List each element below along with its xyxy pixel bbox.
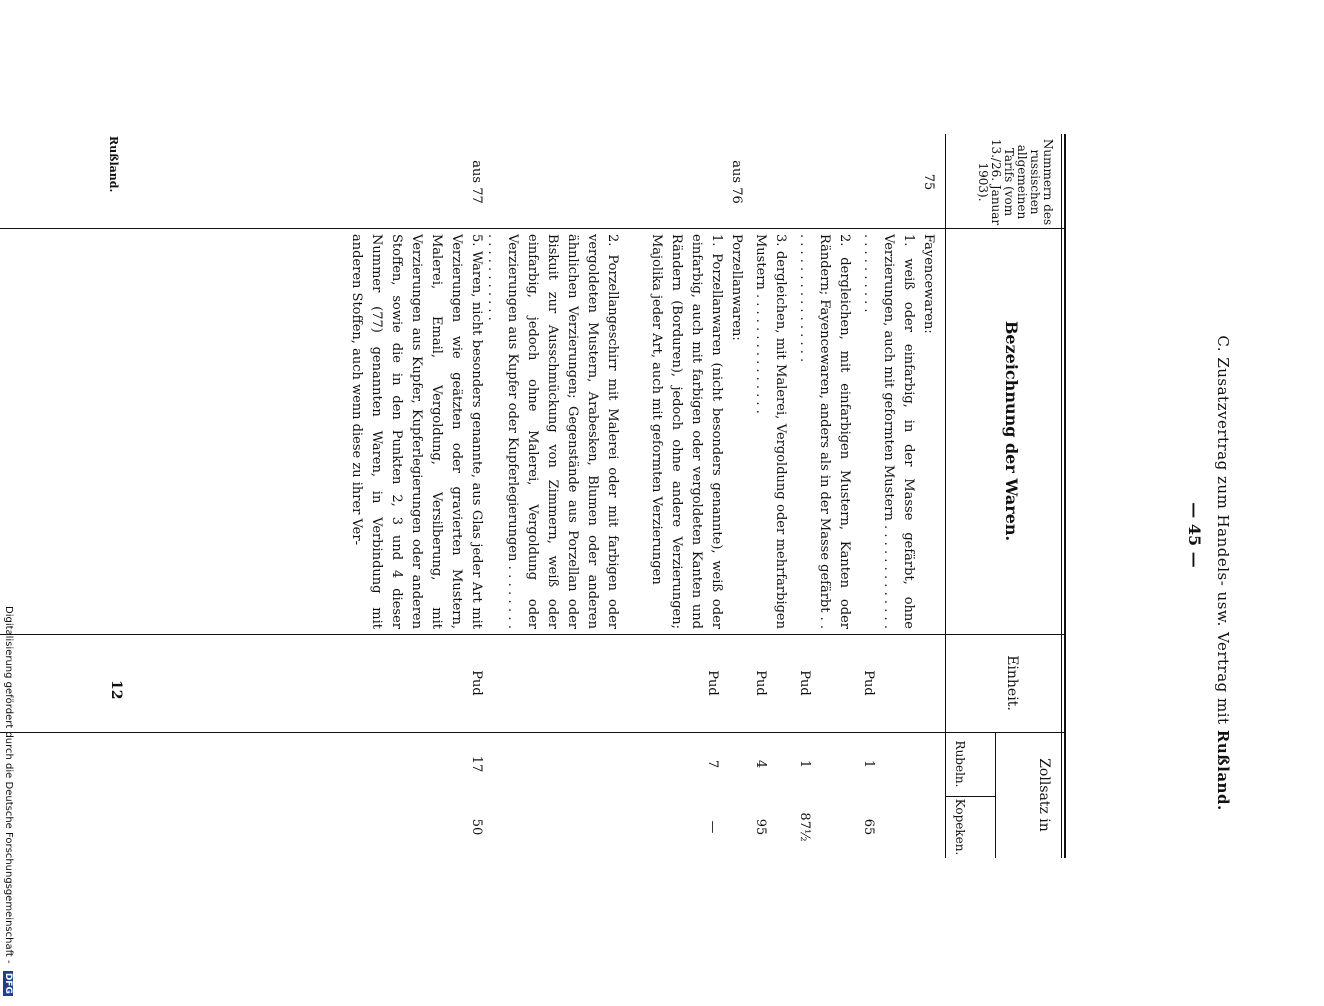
footer-country: Rußland.: [107, 136, 120, 193]
column-header-duty: Zollsatz in: [1036, 758, 1052, 832]
column-divider: [0, 634, 1066, 635]
column-header-number: Nummern des russischen allgemeinen Tarifs (vom 13./26. Januar 1903).: [976, 138, 1055, 226]
item-kopeks: 65: [861, 818, 876, 836]
dfg-logo: DFG: [3, 972, 13, 994]
item-description: 1. Porzellanwaren (nicht besonders genannte), weiß oder einfarbig, auch mit farbigen oder vergoldeten Kanten und Rändern (Borduren), jedoch ohne andere Verzierungen; Majolika jeder Art, auch mit geformten Verzierungen: [649, 234, 724, 629]
item-unit: Pud: [469, 670, 484, 696]
running-header: [1214, 228, 1232, 918]
duty-subheader-rule: [995, 732, 996, 858]
column-divider: [0, 228, 1066, 229]
item-description: 5. Waren, nicht besonders genannte, aus Glas jeder Art mit Verzierungen wie geätzten oder gravierten Mustern, Malerei, Email, Vergoldung, Versilberung, mit Verzierungen aus Kupfer, Kupferlegierungen oder anderen Stoffen, sowie die in den Punkten 2, 3 und 4 dieser Nummer (77) genannten Waren, in Verbindung mit anderen Stoffen, auch wenn diese zu ihrer Ver-: [349, 234, 484, 629]
digitization-text: Digitalisierung gefördert durch die Deutsche Forschungsgemeinschaft -: [3, 606, 14, 964]
item-kopeks: 87½: [797, 812, 812, 842]
item-rubles: 7: [705, 759, 720, 769]
tariff-number: aus 77: [469, 160, 484, 204]
category-heading: Fayencewaren:: [921, 234, 936, 334]
tariff-number: aus 76: [729, 160, 744, 204]
column-header-kopeks: Kopeken.: [953, 798, 967, 856]
digitization-note: [3, 606, 14, 1006]
item-kopeks: 95: [753, 818, 768, 836]
tariff-table: [0, 134, 1066, 858]
item-rubles: 4: [753, 759, 768, 769]
column-header-rubles: Rubeln.: [953, 740, 967, 788]
table-top-rule: [1064, 134, 1066, 858]
page-number: — 45 —: [1185, 502, 1204, 568]
item-rubles: 1: [797, 759, 812, 769]
item-description: 1. weiß oder einfarbig, in der Masse gefärbt, ohne Verzierungen, auch mit geformten Mustern . . . . . . . . . . . . . . . . . . . . . . .: [861, 234, 916, 629]
item-unit: Pud: [705, 670, 720, 696]
footer-page-number: 12: [108, 680, 124, 700]
item-kopeks: 50: [469, 818, 484, 836]
header-country: Rußland.: [1214, 729, 1232, 811]
table-header-rule: [945, 134, 946, 858]
item-rubles: 17: [469, 755, 484, 773]
tariff-number: 75: [921, 173, 936, 191]
item-unit: Pud: [861, 670, 876, 696]
item-description: 3. dergleichen, mit Malerei, Vergoldung oder mehrfarbigen Mustern . . . . . . . . . . . . . . .: [753, 234, 788, 629]
header-prefix: C.: [1214, 335, 1232, 353]
table-top-rule-thin: [1061, 134, 1062, 858]
item-rubles: 1: [861, 759, 876, 769]
item-unit: Pud: [753, 670, 768, 696]
item-kopeks: —: [705, 820, 720, 834]
item-unit: Pud: [797, 670, 812, 696]
item-description: 2. Porzellangeschirr mit Malerei oder mit farbigen oder vergoldeten Mustern, Arabesken, Blumen oder anderen ähnlichen Verzierungen; Gegenstände aus Porzellan oder Biskuit zur Ausschmückung von Zimmern, weiß oder einfarbig, jedoch ohne Malerei, Vergoldung oder Verzierungen aus Kupfer oder Kupferlegierungen . . . . . . . . . . . . . . . . . . .: [485, 234, 620, 629]
column-divider: [0, 732, 1066, 733]
column-header-unit: Einheit.: [1004, 655, 1020, 711]
header-title: Zusatzvertrag zum Handels- usw. Vertrag mit: [1214, 357, 1232, 725]
column-header-description: Bezeichnung der Waren.: [1002, 320, 1021, 542]
item-description: 2. dergleichen, mit einfarbigen Mustern, Kanten oder Rändern; Fayencewaren, anders als in der Masse gefärbt . . . . . . . . . . . . . . . . . .: [797, 234, 852, 630]
category-heading: Porzellanwaren:: [729, 234, 744, 341]
